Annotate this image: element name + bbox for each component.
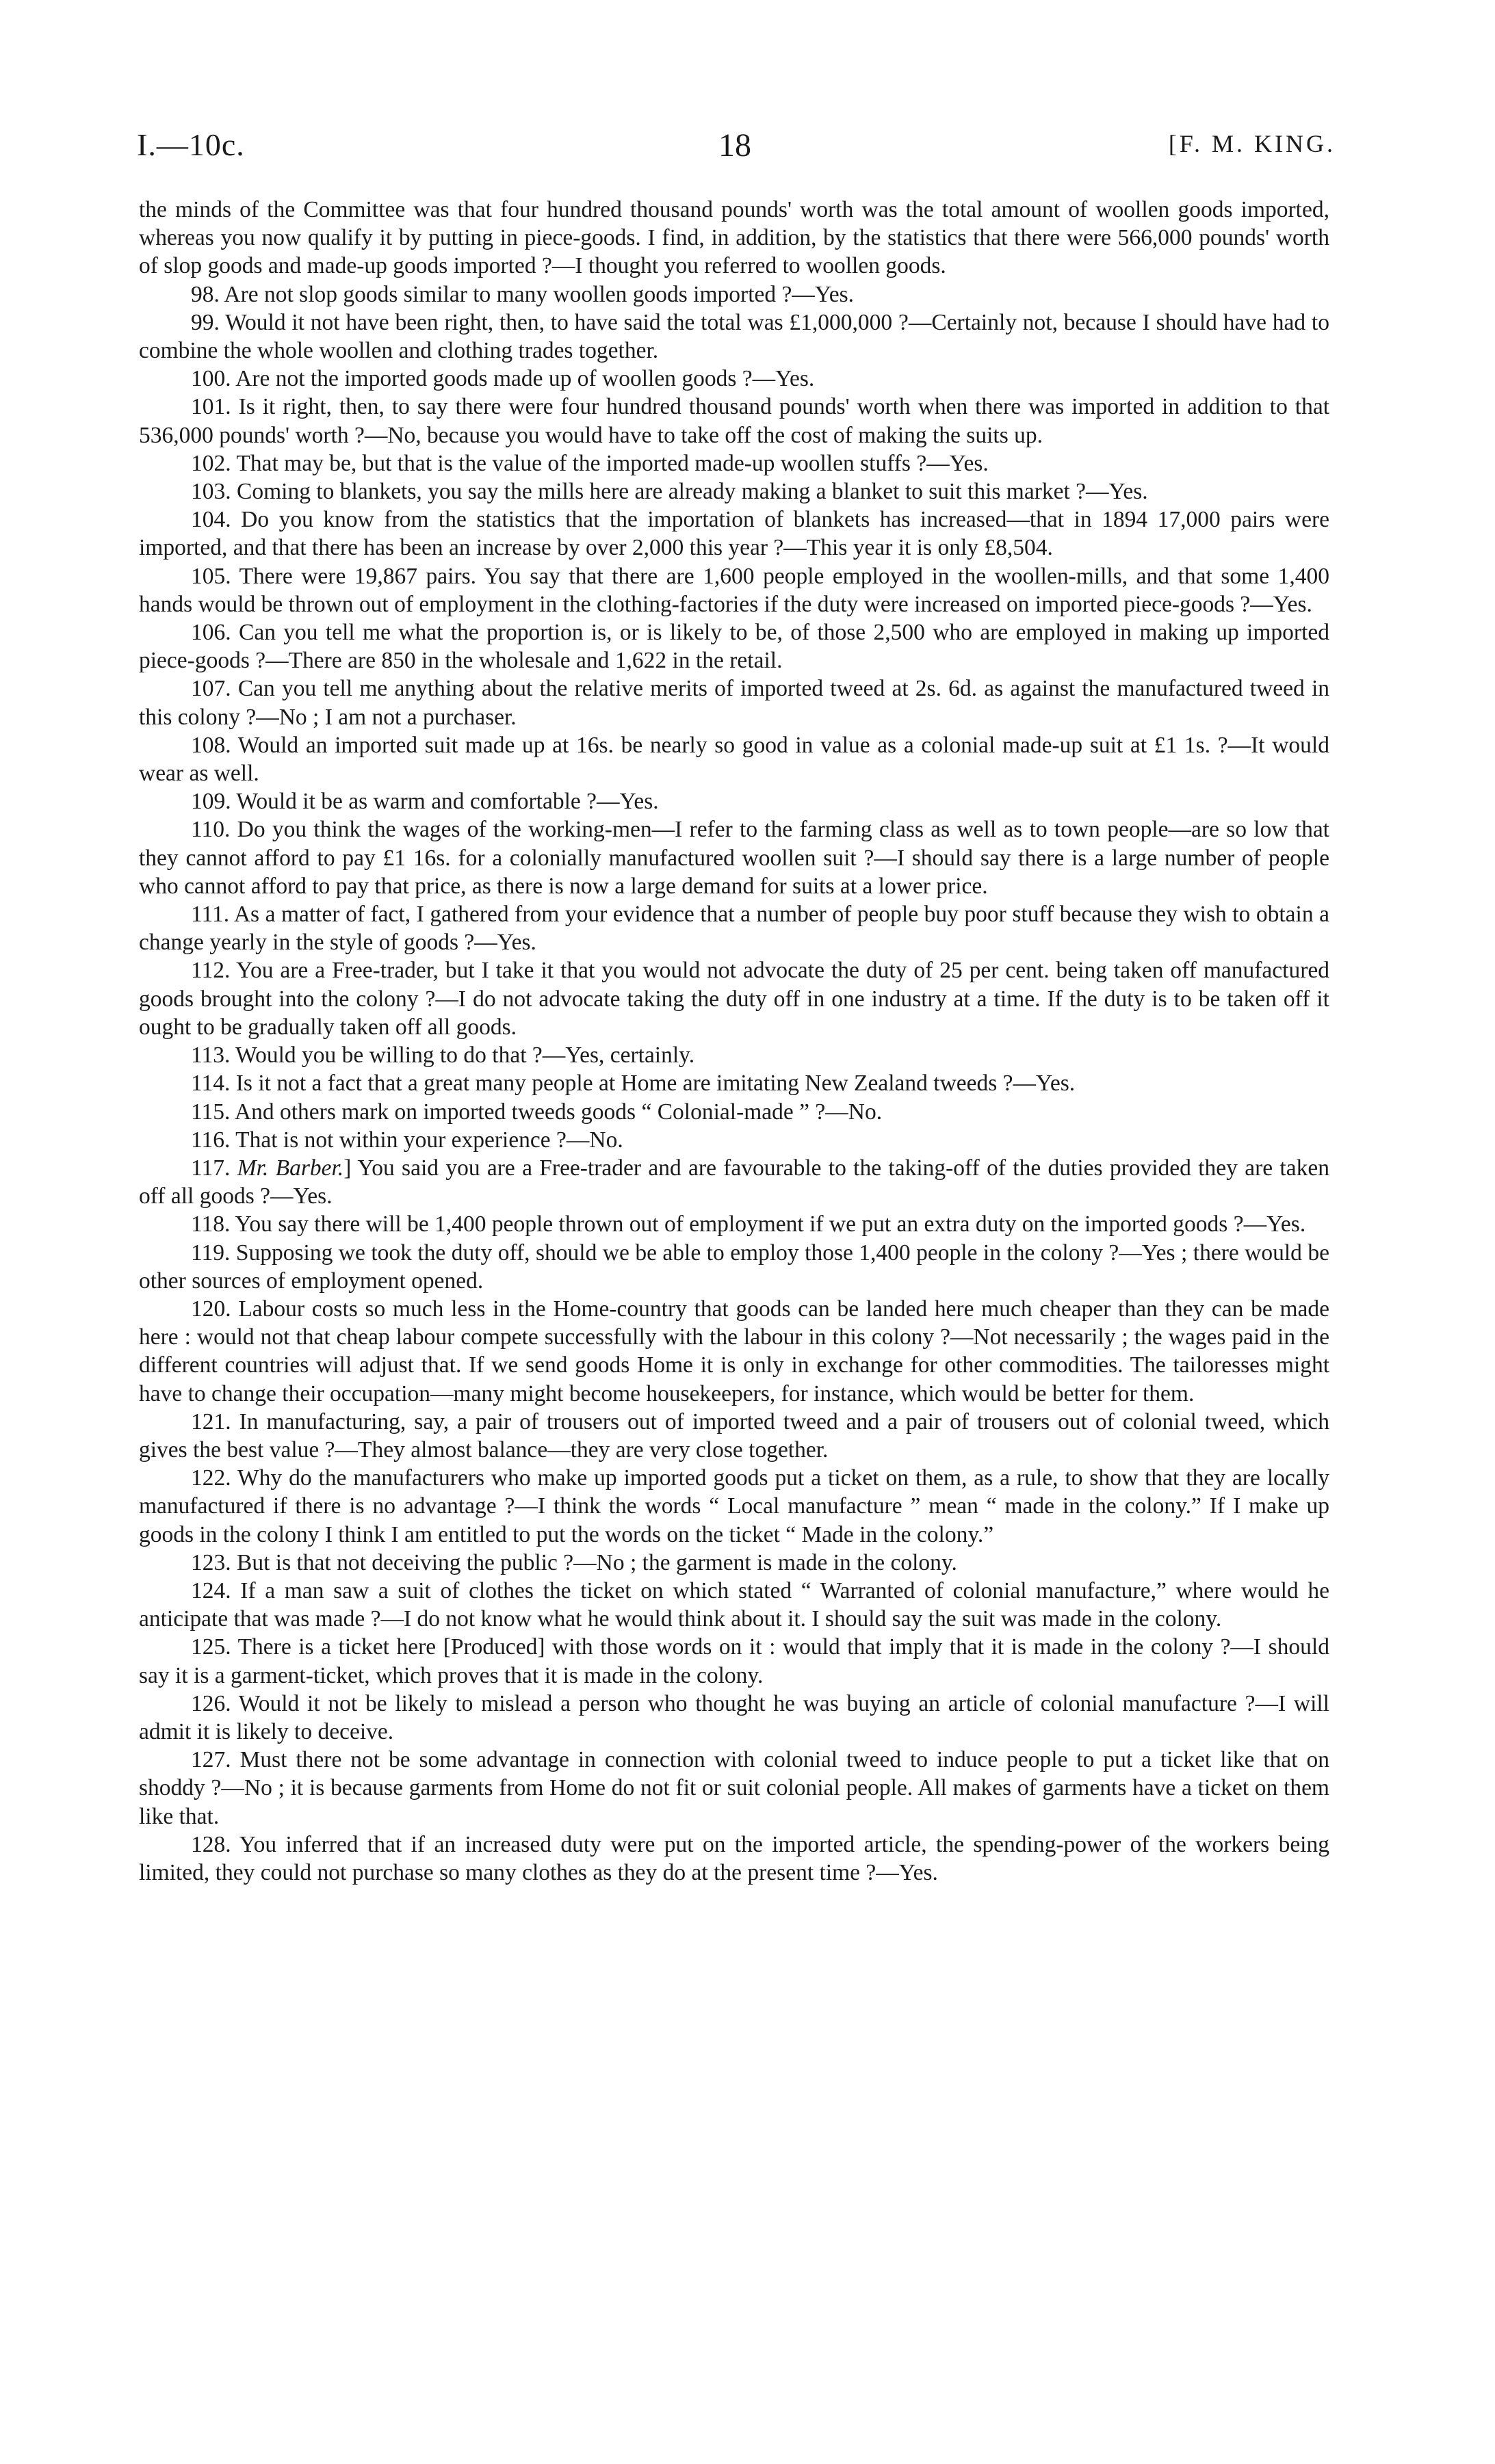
question-paragraph xyxy=(139,1069,1329,1097)
question-number: 107. xyxy=(191,676,231,702)
question-paragraph xyxy=(139,1690,1329,1746)
question-paragraph xyxy=(139,280,1329,309)
question-number: 123. xyxy=(191,1549,231,1575)
question-paragraph xyxy=(139,787,1329,815)
question-paragraph xyxy=(139,1126,1329,1154)
question-number: 127. xyxy=(191,1747,231,1773)
question-paragraph xyxy=(139,956,1329,1041)
question-number: 104. xyxy=(191,507,231,533)
question-paragraph xyxy=(139,1549,1329,1577)
question-paragraph xyxy=(139,674,1329,731)
question-number: 120. xyxy=(191,1296,231,1322)
paragraph-text: Would an imported suit made up at 16s. be nearly so good in value as a colonial made-up suit at £1 1s. ?—It would wear as well. xyxy=(139,732,1329,787)
question-number: 112. xyxy=(191,958,231,984)
question-number: 109. xyxy=(191,789,231,815)
question-paragraph xyxy=(139,900,1329,956)
paragraph-text: In manufacturing, say, a pair of trousers out of imported tweed and a pair of trousers out of colonial tweed, which gives the best value ?—They almost balance—they are very close together. xyxy=(139,1408,1330,1463)
question-paragraph xyxy=(139,731,1329,787)
paragraph-text: But is that not deceiving the public ?—No ; the garment is made in the colony. xyxy=(237,1549,957,1575)
question-number: 105. xyxy=(191,563,231,589)
question-number: 119. xyxy=(191,1240,231,1266)
question-number: 106. xyxy=(191,620,231,646)
question-paragraph xyxy=(139,1098,1329,1126)
question-number: 118. xyxy=(191,1211,231,1237)
paragraph-text: Why do the manufacturers who make up imported goods put a ticket on them, as a rule, to show that they are locally manufactured if there is no advantage ?—I think the words “ Local manufacture ” mean “ made in the colony.” If I make up goods in the colony I think I am entitled to put the words on the ticket “ Made in the colony.” xyxy=(139,1465,1329,1547)
paragraph-text: And others mark on imported tweeds goods “ Colonial-made ” ?—No. xyxy=(234,1099,883,1125)
question-number: 102. xyxy=(191,450,231,476)
question-number: 125. xyxy=(191,1634,231,1660)
paragraph-text: Are not the imported goods made up of woollen goods ?—Yes. xyxy=(235,366,815,392)
speaker-name: Mr. Barber. xyxy=(237,1155,344,1181)
question-number: 108. xyxy=(191,732,231,758)
paragraph-text: Would you be willing to do that ?—Yes, certainly. xyxy=(235,1043,695,1069)
paragraph-text: That may be, but that is the value of the imported made-up woollen stuffs ?—Yes. xyxy=(236,450,989,476)
question-paragraph xyxy=(139,562,1329,618)
paragraph-text: Is it not a fact that a great many people at Home are imitating New Zealand tweeds ?—Yes. xyxy=(235,1071,1076,1097)
question-number: 99. xyxy=(191,309,220,335)
paragraph-text: Do you know from the statistics that the importation of blankets has increased—that in 1894 17,000 pairs were imported, and that there has been an increase by over 2,000 this year ?—This year it is only £8,504. xyxy=(139,507,1330,561)
paragraph-text: That is not within your experience ?—No. xyxy=(235,1127,623,1153)
question-paragraph xyxy=(139,1210,1329,1238)
paragraph-text: Can you tell me anything about the relative merits of imported tweed at 2s. 6d. as against the manufactured tweed in this colony ?—No ; I am not a purchaser. xyxy=(139,676,1329,730)
question-number: 98. xyxy=(191,281,220,307)
question-number: 111. xyxy=(191,902,230,928)
question-paragraph xyxy=(139,1154,1329,1210)
question-paragraph xyxy=(139,1295,1329,1408)
paragraph-text: Are not slop goods similar to many woollen goods imported ?—Yes. xyxy=(224,281,854,307)
paragraph-text: As a matter of fact, I gathered from your evidence that a number of people buy poor stuff because they wish to obtain a change yearly in the style of goods ?—Yes. xyxy=(139,902,1329,956)
paragraph-text: You say there will be 1,400 people thrown out of employment if we put an extra duty on the imported goods ?—Yes. xyxy=(235,1211,1306,1237)
witness-name: [F. M. KING. xyxy=(1168,130,1336,157)
page-header xyxy=(137,127,1336,174)
question-number: 103. xyxy=(191,479,231,505)
paragraph-text: There is a ticket here [Produced] with those words on it : would that imply that it is made in the colony ?—I should say it is a garment-ticket, which proves that it is made in the colony. xyxy=(139,1634,1329,1688)
paragraph-text: Do you think the wages of the working-men—I refer to the farming class as well as to town people—are so low that they cannot afford to pay £1 16s. for a colonially manufactured woollen suit ?—I should say there is a large number of people who cannot afford to pay that price, as there is now a large demand for suits at a lower price. xyxy=(139,817,1329,899)
question-number: 126. xyxy=(191,1690,231,1716)
paper-reference: I.—10c. xyxy=(137,127,245,162)
question-number: 122. xyxy=(191,1465,231,1491)
question-paragraph xyxy=(139,1577,1329,1633)
question-paragraph xyxy=(139,1408,1329,1464)
question-number: 128. xyxy=(191,1831,231,1857)
question-paragraph xyxy=(139,1633,1329,1689)
question-number: 100. xyxy=(191,366,231,392)
paragraph-text: There were 19,867 pairs. You say that there are 1,600 people employed in the woollen-mills, and that some 1,400 hands would be thrown out of employment in the clothing-factories if the duty were increased on imported piece-goods ?—Yes. xyxy=(139,563,1329,617)
paragraph-text: Can you tell me what the proportion is, or is likely to be, of those 2,500 who are employed in making up imported piece-goods ?—There are 850 in the wholesale and 1,622 in the retail. xyxy=(139,620,1330,674)
question-paragraph xyxy=(139,1746,1329,1831)
question-paragraph xyxy=(139,1041,1329,1069)
question-paragraph xyxy=(139,1239,1329,1295)
question-paragraph xyxy=(139,1464,1329,1549)
paragraph-text: You are a Free-trader, but I take it that you would not advocate the duty of 25 per cent. being taken off manufactured goods brought into the colony ?—I do not advocate taking the duty off in one industry at a time. If the duty is to be taken off it ought to be gradually taken off all goods. xyxy=(139,958,1329,1040)
paragraph-text: Labour costs so much less in the Home-country that goods can be landed here much cheaper than they can be made here : would not that cheap labour compete successfully with the labour in this colony ?—Not necessarily ; the wages paid in the different countries will adjust that. If we send goods Home it is only in exchange for other commodities. The tailoresses might have to change their occupation—many might become housekeepers, for instance, which would be better for them. xyxy=(139,1296,1330,1406)
question-number: 121. xyxy=(191,1408,231,1434)
question-paragraph xyxy=(139,815,1329,900)
question-number: 101. xyxy=(191,394,231,420)
question-paragraph xyxy=(139,506,1329,562)
continued-paragraph xyxy=(139,196,1329,280)
page-number: 18 xyxy=(718,127,751,163)
question-number: 115. xyxy=(191,1099,231,1125)
question-number: 110. xyxy=(191,817,231,843)
question-number: 117. xyxy=(191,1155,231,1181)
paragraph-text: Would it not be likely to mislead a person who thought he was buying an article of colonial manufacture ?—I will admit it is likely to deceive. xyxy=(139,1690,1329,1744)
paragraph-text: Would it be as warm and comfortable ?—Yes. xyxy=(236,789,659,815)
question-number: 113. xyxy=(191,1043,231,1069)
question-paragraph xyxy=(139,477,1329,506)
paragraph-text: If a man saw a suit of clothes the ticket on which stated “ Warranted of colonial manufacture,” where would he anticipate that was made ?—I do not know what he would think about it. I should say the suit was made in the colony. xyxy=(139,1577,1329,1632)
question-number: 124. xyxy=(191,1577,231,1603)
question-number: 116. xyxy=(191,1127,231,1153)
paragraph-text: Supposing we took the duty off, should we be able to employ those 1,400 people in the colony ?—Yes ; there would be other sources of employment opened. xyxy=(139,1240,1330,1294)
paragraph-text: You inferred that if an increased duty were put on the imported article, the spending-power of the workers being limited, they could not purchase so many clothes as they do at the present time ?—Yes. xyxy=(139,1831,1329,1885)
paragraph-text: Is it right, then, to say there were four hundred thousand pounds' worth when there was imported in addition to that 536,000 pounds' worth ?—No, because you would have to take off the cost of making the suits up. xyxy=(139,394,1330,448)
question-paragraph xyxy=(139,365,1329,393)
evidence-text xyxy=(139,196,1329,1887)
paragraph-text: the minds of the Committee was that four hundred thousand pounds' worth was the total amount of woollen goods imported, whereas you now qualify it by putting in piece-goods. I find, in addition, by the statistics that there were 566,000 pounds' worth of slop goods and made-up goods imported ?—I thought you referred to woollen goods. xyxy=(139,197,1329,279)
paragraph-text: Must there not be some advantage in connection with colonial tweed to induce people to put a ticket like that on shoddy ?—No ; it is because garments from Home do not fit or suit colonial people. All makes of garments have a ticket on them like that. xyxy=(139,1747,1330,1829)
question-paragraph xyxy=(139,1831,1329,1887)
paragraph-text: ] You said you are a Free-trader and are favourable to the taking-off of the duties provided they are taken off all goods ?—Yes. xyxy=(139,1155,1329,1209)
paragraph-text: Coming to blankets, you say the mills here are already making a blanket to suit this market ?—Yes. xyxy=(237,479,1148,505)
question-paragraph xyxy=(139,449,1329,477)
paragraph-text: Would it not have been right, then, to have said the total was £1,000,000 ?—Certainly not, because I should have had to combine the whole woollen and clothing trades together. xyxy=(139,309,1329,364)
question-paragraph xyxy=(139,618,1329,674)
question-number: 114. xyxy=(191,1071,231,1097)
question-paragraph xyxy=(139,309,1329,365)
question-paragraph xyxy=(139,393,1329,449)
